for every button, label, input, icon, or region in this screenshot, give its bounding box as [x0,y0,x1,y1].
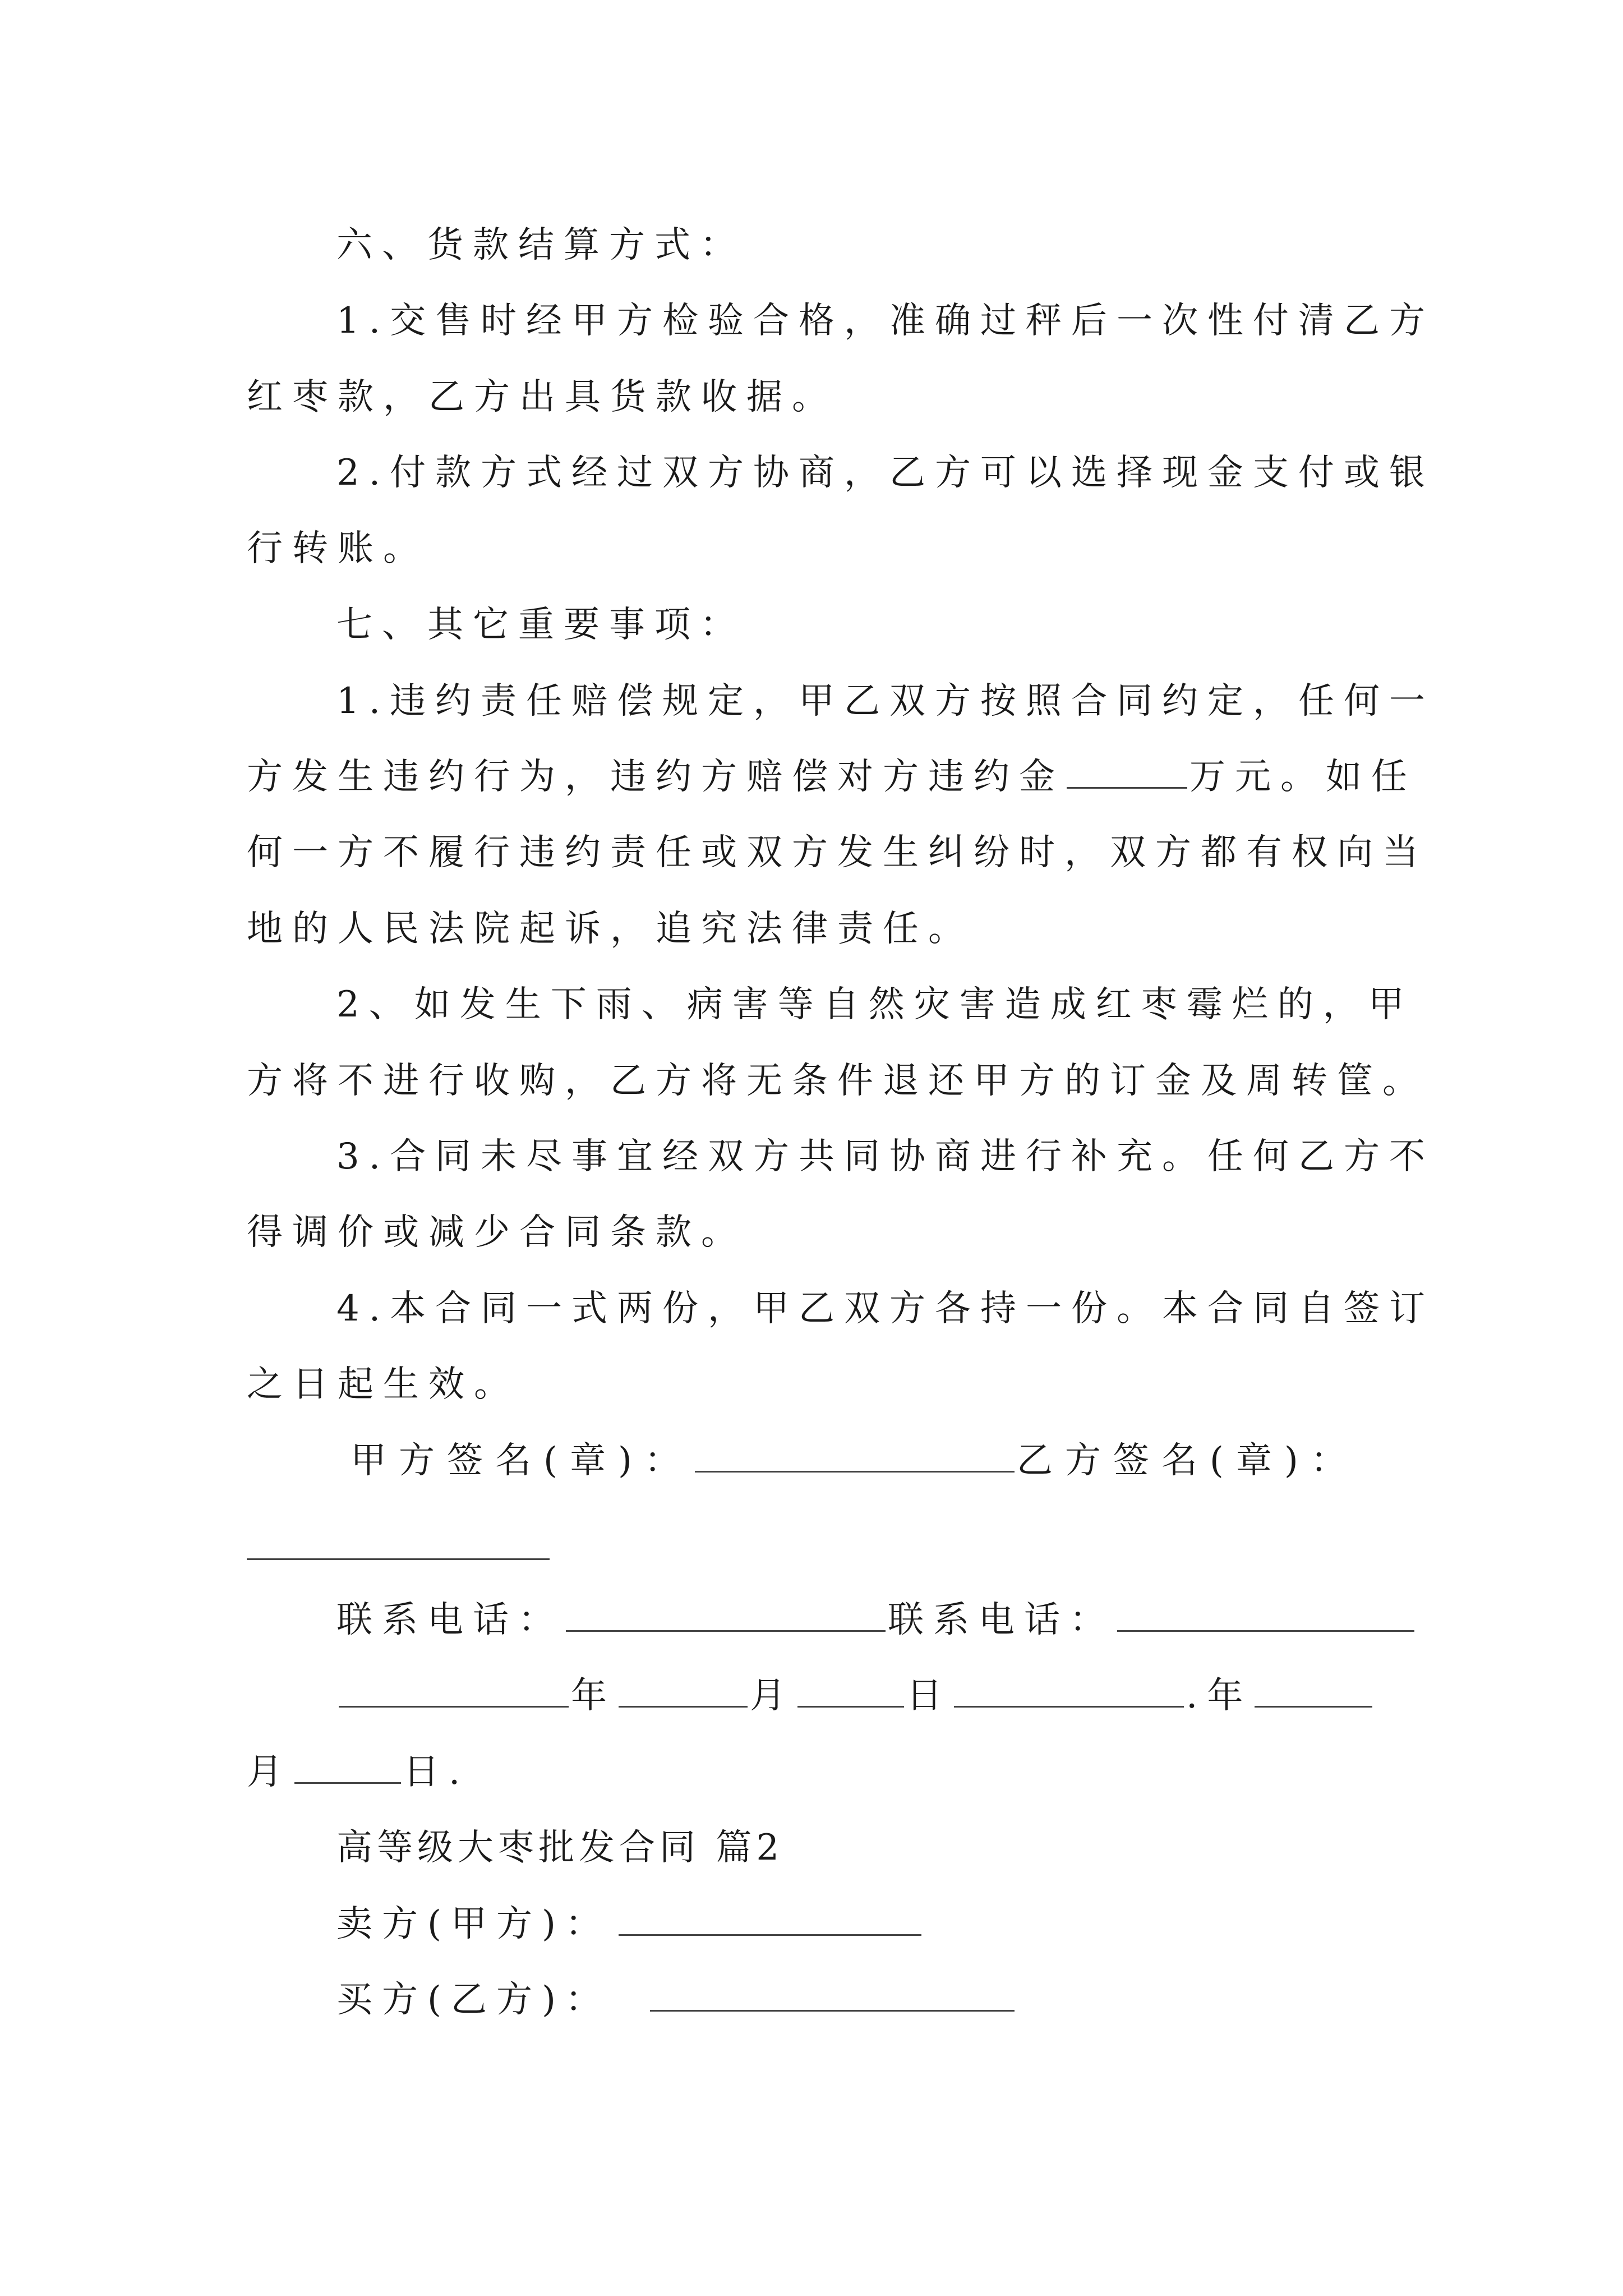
section7-item3-line2: 得调价或减少合同条款。 [247,1212,746,1253]
contact-phone-line [336,1595,1417,1645]
party-b-signature-label: 乙方签名(章)： [1016,1440,1359,1481]
section7-heading: 七、其它重要事项： [336,604,745,646]
date-line-continued [247,1747,469,1797]
day-label-2: 日. [403,1751,470,1793]
section7-item1-line2-text: 方发生违约行为，违约方赔偿对方违约金 [247,756,1064,798]
buyer-blank [650,2010,1015,2012]
section6-heading: 六、货款结算方式： [336,224,745,266]
party-a-year-blank [339,1706,569,1708]
buyer-label: 买方(乙方)： [336,1979,611,2021]
section7-item2-line2: 方将不进行收购，乙方将无条件退还甲方的订金及周转筐。 [247,1060,1428,1102]
party-a-phone-blank [566,1630,886,1632]
party-a-day-blank [797,1706,904,1708]
section6-item1-line2: 红枣款，乙方出具货款收据。 [247,376,837,418]
day-label: 日 [906,1675,952,1717]
section7-item1-line1: 1.违约责任赔偿规定，甲乙双方按照合同约定，任何一 [336,680,1435,722]
section7-item1-line3: 何一方不履行违约责任或双方发生纠纷时，双方都有权向当 [247,832,1428,873]
contract-part2-title: 高等级大枣批发合同 篇2 [336,1827,784,1869]
section7-item1-line2 [247,752,1417,802]
party-a-phone-label: 联系电话： [336,1599,564,1641]
section7-item1-line2-rest: 万元。如任 [1189,756,1417,798]
party-a-month-blank [619,1706,748,1708]
month-label-2: 月 [247,1751,292,1793]
section7-item1-line4: 地的人民法院起诉，追究法律责任。 [247,908,974,950]
seller-blank [619,1934,921,1936]
section7-item2-line1: 2、如发生下雨、病害等自然灾害造成红枣霉烂的，甲 [336,984,1414,1025]
section7-item4-line2: 之日起生效。 [247,1364,519,1405]
party-b-signature-blank [247,1558,550,1560]
month-label: 月 [750,1675,795,1717]
seller-line [336,1899,924,1949]
signature-line [351,1435,1359,1486]
penalty-amount-blank [1067,787,1187,789]
party-b-phone-blank [1117,1630,1414,1632]
section6-item2-line1: 2.付款方式经过双方协商，乙方可以选择现金支付或银 [336,452,1435,494]
seller-label: 卖方(甲方)： [336,1903,611,1945]
section6-item1-line1: 1.交售时经甲方检验合格，准确过秤后一次性付清乙方 [336,300,1435,342]
party-b-phone-label: 联系电话： [888,1599,1115,1641]
party-a-signature-label: 甲方签名(章)： [351,1440,693,1481]
year-label-2: .年 [1186,1675,1253,1717]
year-label: 年 [571,1675,616,1717]
date-line [336,1671,1375,1721]
party-b-day-blank [294,1782,401,1784]
section7-item4-line1: 4.本合同一式两份，甲乙双方各持一份。本合同自签订 [336,1288,1435,1329]
party-b-month-blank [1255,1706,1372,1708]
party-a-signature-blank [695,1471,1015,1473]
section7-item3-line1: 3.合同未尽事宜经双方共同协商进行补充。任何乙方不 [336,1136,1435,1177]
section6-item2-line2: 行转账。 [247,528,428,569]
party-b-year-blank [954,1706,1184,1708]
buyer-line [336,1975,1017,2025]
